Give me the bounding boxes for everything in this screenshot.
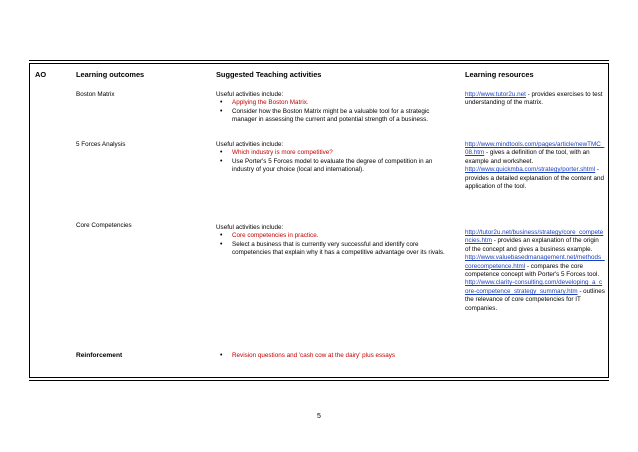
resources-5-forces [465, 141, 605, 191]
activity-list [216, 232, 450, 257]
resource-description: - gives a definition of the tool, with an example and worksheet. [465, 149, 590, 165]
resource-description: - provides exercises to test understanding of the matrix. [465, 91, 603, 107]
resources-core-competencies [465, 229, 605, 313]
activities-5-forces [216, 141, 450, 175]
header-ao: AO [35, 70, 47, 79]
outcome-core-competencies: Core Competencies [76, 222, 132, 229]
activity-item: • Use Porter's 5 Forces model to evaluate the degree of competition in an industry of your choice (local and international). [216, 158, 450, 175]
header-learning-outcomes: Learning outcomes [76, 70, 145, 79]
outcome-boston-matrix: Boston Matrix [76, 91, 115, 98]
activity-item: • Select a business that is currently very successful and identify core competencies that explain why it has a competitive advantage over its rivals. [216, 241, 450, 258]
header-learning-resources: Learning resources [465, 70, 534, 79]
resource-link[interactable]: http://www.clarity-consulting.com/developing_a_core-competence_strategy_summary.htm [465, 279, 603, 295]
top-rule [29, 60, 609, 61]
page-number: 5 [317, 413, 321, 420]
activities-intro: Useful activities include: [216, 91, 284, 98]
resource-link[interactable]: http://www.valuebasedmanagement.net/methods_corecompetence.html [465, 254, 605, 270]
activity-item: • Revision questions and 'cash cow at the dairy' plus essays [216, 352, 476, 360]
outcome-5-forces: 5 Forces Analysis [76, 141, 126, 148]
activity-item: • Consider how the Boston Matrix might be a valuable tool for a strategic manager in assessing the current and potential strength of a business. [216, 108, 450, 125]
resource-description: - provides an explanation of the origin of the concept and gives a business example. [465, 237, 599, 253]
activity-item: • Applying the Boston Matrix. [216, 99, 450, 107]
resource-link[interactable]: http://www.tutor2u.net [465, 91, 526, 98]
activities-intro: Useful activities include: [216, 141, 284, 148]
resource-description: - outlines the relevance of core competencies for IT companies. [465, 287, 605, 312]
resources-boston-matrix [465, 91, 603, 108]
resource-link[interactable]: http://tutor2u.net/business/strategy/core_competencies.htm [465, 229, 604, 245]
activities-intro: Useful activities include: [216, 224, 284, 231]
header-teaching-activities: Suggested Teaching activities [216, 70, 322, 79]
activity-item: • Core competencies in practice. [216, 232, 450, 240]
activities-reinforcement [216, 352, 476, 360]
resource-link[interactable]: http://www.mindtools.com/pages/article/newTMC_08.htm [465, 141, 605, 157]
bottom-rule [29, 380, 609, 381]
activities-boston-matrix [216, 91, 450, 125]
activities-core-competencies [216, 224, 450, 258]
resource-description: - provides a detailed explanation of the content and application of the tool. [465, 166, 604, 191]
resource-link[interactable]: http://www.quickmba.com/strategy/porter.shtml [465, 166, 596, 174]
activity-list [216, 352, 476, 360]
activity-list [216, 99, 450, 124]
resource-description: - compares the core competence concept with Porter's 5 Forces tool. [465, 262, 600, 279]
activity-list [216, 149, 450, 174]
outcome-reinforcement: Reinforcement [76, 352, 123, 359]
activity-item: • Which industry is more competitive? [216, 149, 450, 157]
